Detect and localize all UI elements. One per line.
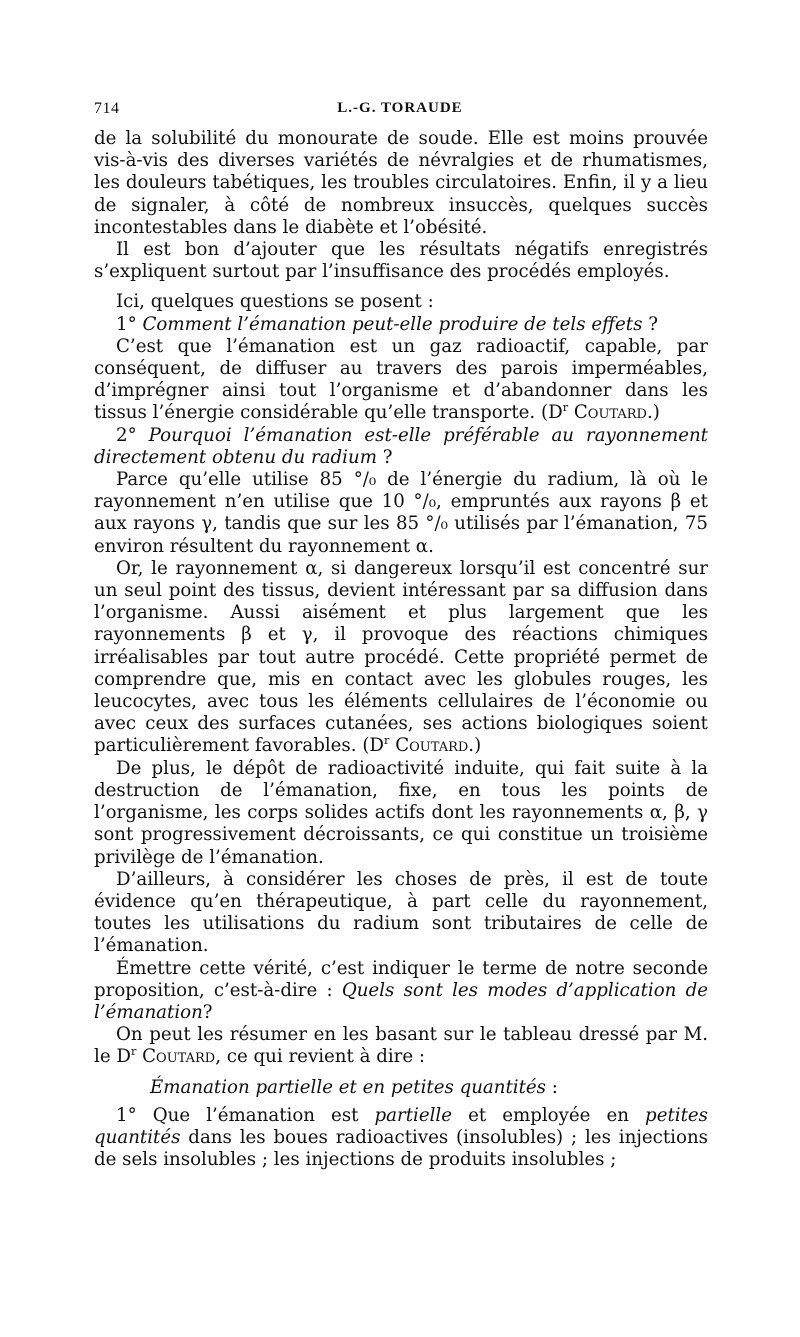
text-run: 1° xyxy=(116,313,143,335)
text-run: Il est bon d’ajouter que les résultats négatifs enregistrés s’expliquent surtout par l’insuffisance des procédés employés. xyxy=(94,239,708,283)
text-run: C’est que l’émanation est un gaz radioactif, capable, par conséquent, de diffuser au travers des parois imperméables, d’imprégner ainsi tout l’organisme et d’abandonner dans les tissus l’énergie considérable qu’elle transporte. (D xyxy=(94,335,708,424)
author-name: Coutard xyxy=(142,1046,216,1068)
text-run: De plus, le dépôt de radioactivité induite, qui fait suite à la destruction de l’émanation, fixe, en tous les points de l’organisme, les corps solides actifs dont les rayonnements α, β, γ sont progressivement décroissants, ce qui constitue un troisième privilège de l’émanation. xyxy=(94,757,708,868)
text-run: : xyxy=(546,1076,558,1098)
paragraph xyxy=(94,758,708,869)
paragraph xyxy=(94,128,708,239)
superscript: r xyxy=(384,734,390,748)
text-run: ? xyxy=(376,446,393,468)
text-run: Émettre cette vérité, c’est indiquer le terme de notre seconde proposition, c’est-à-dire : xyxy=(94,957,708,1001)
italic-text: Comment l’émanation peut-elle produire de tels effets xyxy=(142,313,643,335)
text-run: Parce qu’elle utilise 85 °/₀ de l’énergie du radium, là où le rayonnement n’en utilise que 10 °/₀, empruntés aux rayons β et aux rayons γ, tandis que sur les 85 °/₀ utilisés par l’émanation, 75 environ résultent du rayonnement α. xyxy=(94,469,708,557)
text-run: et employée en xyxy=(452,1104,646,1126)
text-run: 2° xyxy=(116,424,149,446)
paragraph xyxy=(94,558,708,758)
italic-text: Émanation partielle et en petites quantités xyxy=(150,1076,547,1098)
body-text xyxy=(94,128,708,1171)
text-run: Or, le rayonnement α, si dangereux lorsqu’il est concentré sur un seul point des tissus, devient intéressant par sa diffusion dans l’organisme. Aussi aisément et plus largement que les rayonnements β et γ, il provoque des réactions chimiques irréalisables par tout autre procédé. Cette propriété permet de comprendre que, mis en contact avec les globules rouges, les leucocytes, avec tous les éléments cellulaires de l’économie ou avec ceux des surfaces cutanées, ses actions biologiques soient particulièrement favorables. (D xyxy=(94,557,708,757)
superscript: r xyxy=(562,401,569,415)
paragraph xyxy=(94,314,708,336)
running-head: L.-G. TORAUDE xyxy=(337,100,463,116)
author-name: Coutard xyxy=(395,735,469,757)
italic-text: Quels sont les modes d’application de l’émanation xyxy=(94,979,708,1023)
italic-text: Pourquoi l’émanation est-elle préférable au rayonnement directement obtenu du radium xyxy=(94,424,708,468)
text-run: On peut les résumer en les basant sur le tableau dressé par M. le D xyxy=(94,1024,708,1068)
text-run: .) xyxy=(468,735,482,757)
paragraph xyxy=(94,425,708,469)
paragraph xyxy=(94,869,708,958)
section-heading xyxy=(94,1077,708,1099)
paragraph xyxy=(94,291,708,313)
author-name: Coutard xyxy=(573,402,647,424)
paragraph xyxy=(94,1024,708,1068)
paragraph xyxy=(94,469,708,558)
italic-text: partielle xyxy=(374,1104,452,1126)
page-number: 714 xyxy=(94,100,120,117)
text-run: ? xyxy=(202,1001,213,1023)
paragraph xyxy=(94,1105,708,1172)
text-run: , ce qui revient à dire : xyxy=(215,1046,426,1068)
text-run: D’ailleurs, à considérer les choses de près, il est de toute évidence qu’en thérapeutique, à part celle du rayonnement, toutes les utilisations du radium sont tributaires de celle de l’émanation. xyxy=(94,868,708,957)
paragraph xyxy=(94,958,708,1025)
page-header xyxy=(94,100,706,122)
text-run: Ici, quelques questions se posent : xyxy=(116,291,434,313)
text-run: 1° Que l’émanation est xyxy=(116,1104,375,1126)
paragraph xyxy=(94,239,708,283)
paragraph xyxy=(94,336,708,425)
text-run: dans les boues radioactives (insolubles) ; les injections de sels insolubles ; les injections de produits insolubles ; xyxy=(94,1126,708,1171)
text-run: .) xyxy=(646,402,660,424)
superscript: r xyxy=(130,1045,137,1059)
italic-text: petites quantités xyxy=(94,1104,708,1148)
text-run: de la solubilité du monourate de soude. Elle est moins prouvée vis-à-vis des diverses variétés de névralgies et de rhumatismes, les douleurs tabétiques, les troubles circulatoires. Enfin, il y a lieu de signaler, à côté de nombreux insuccès, quelques succès incontestables dans le diabète et l’obésité. xyxy=(94,128,708,238)
text-run: ? xyxy=(642,313,658,335)
